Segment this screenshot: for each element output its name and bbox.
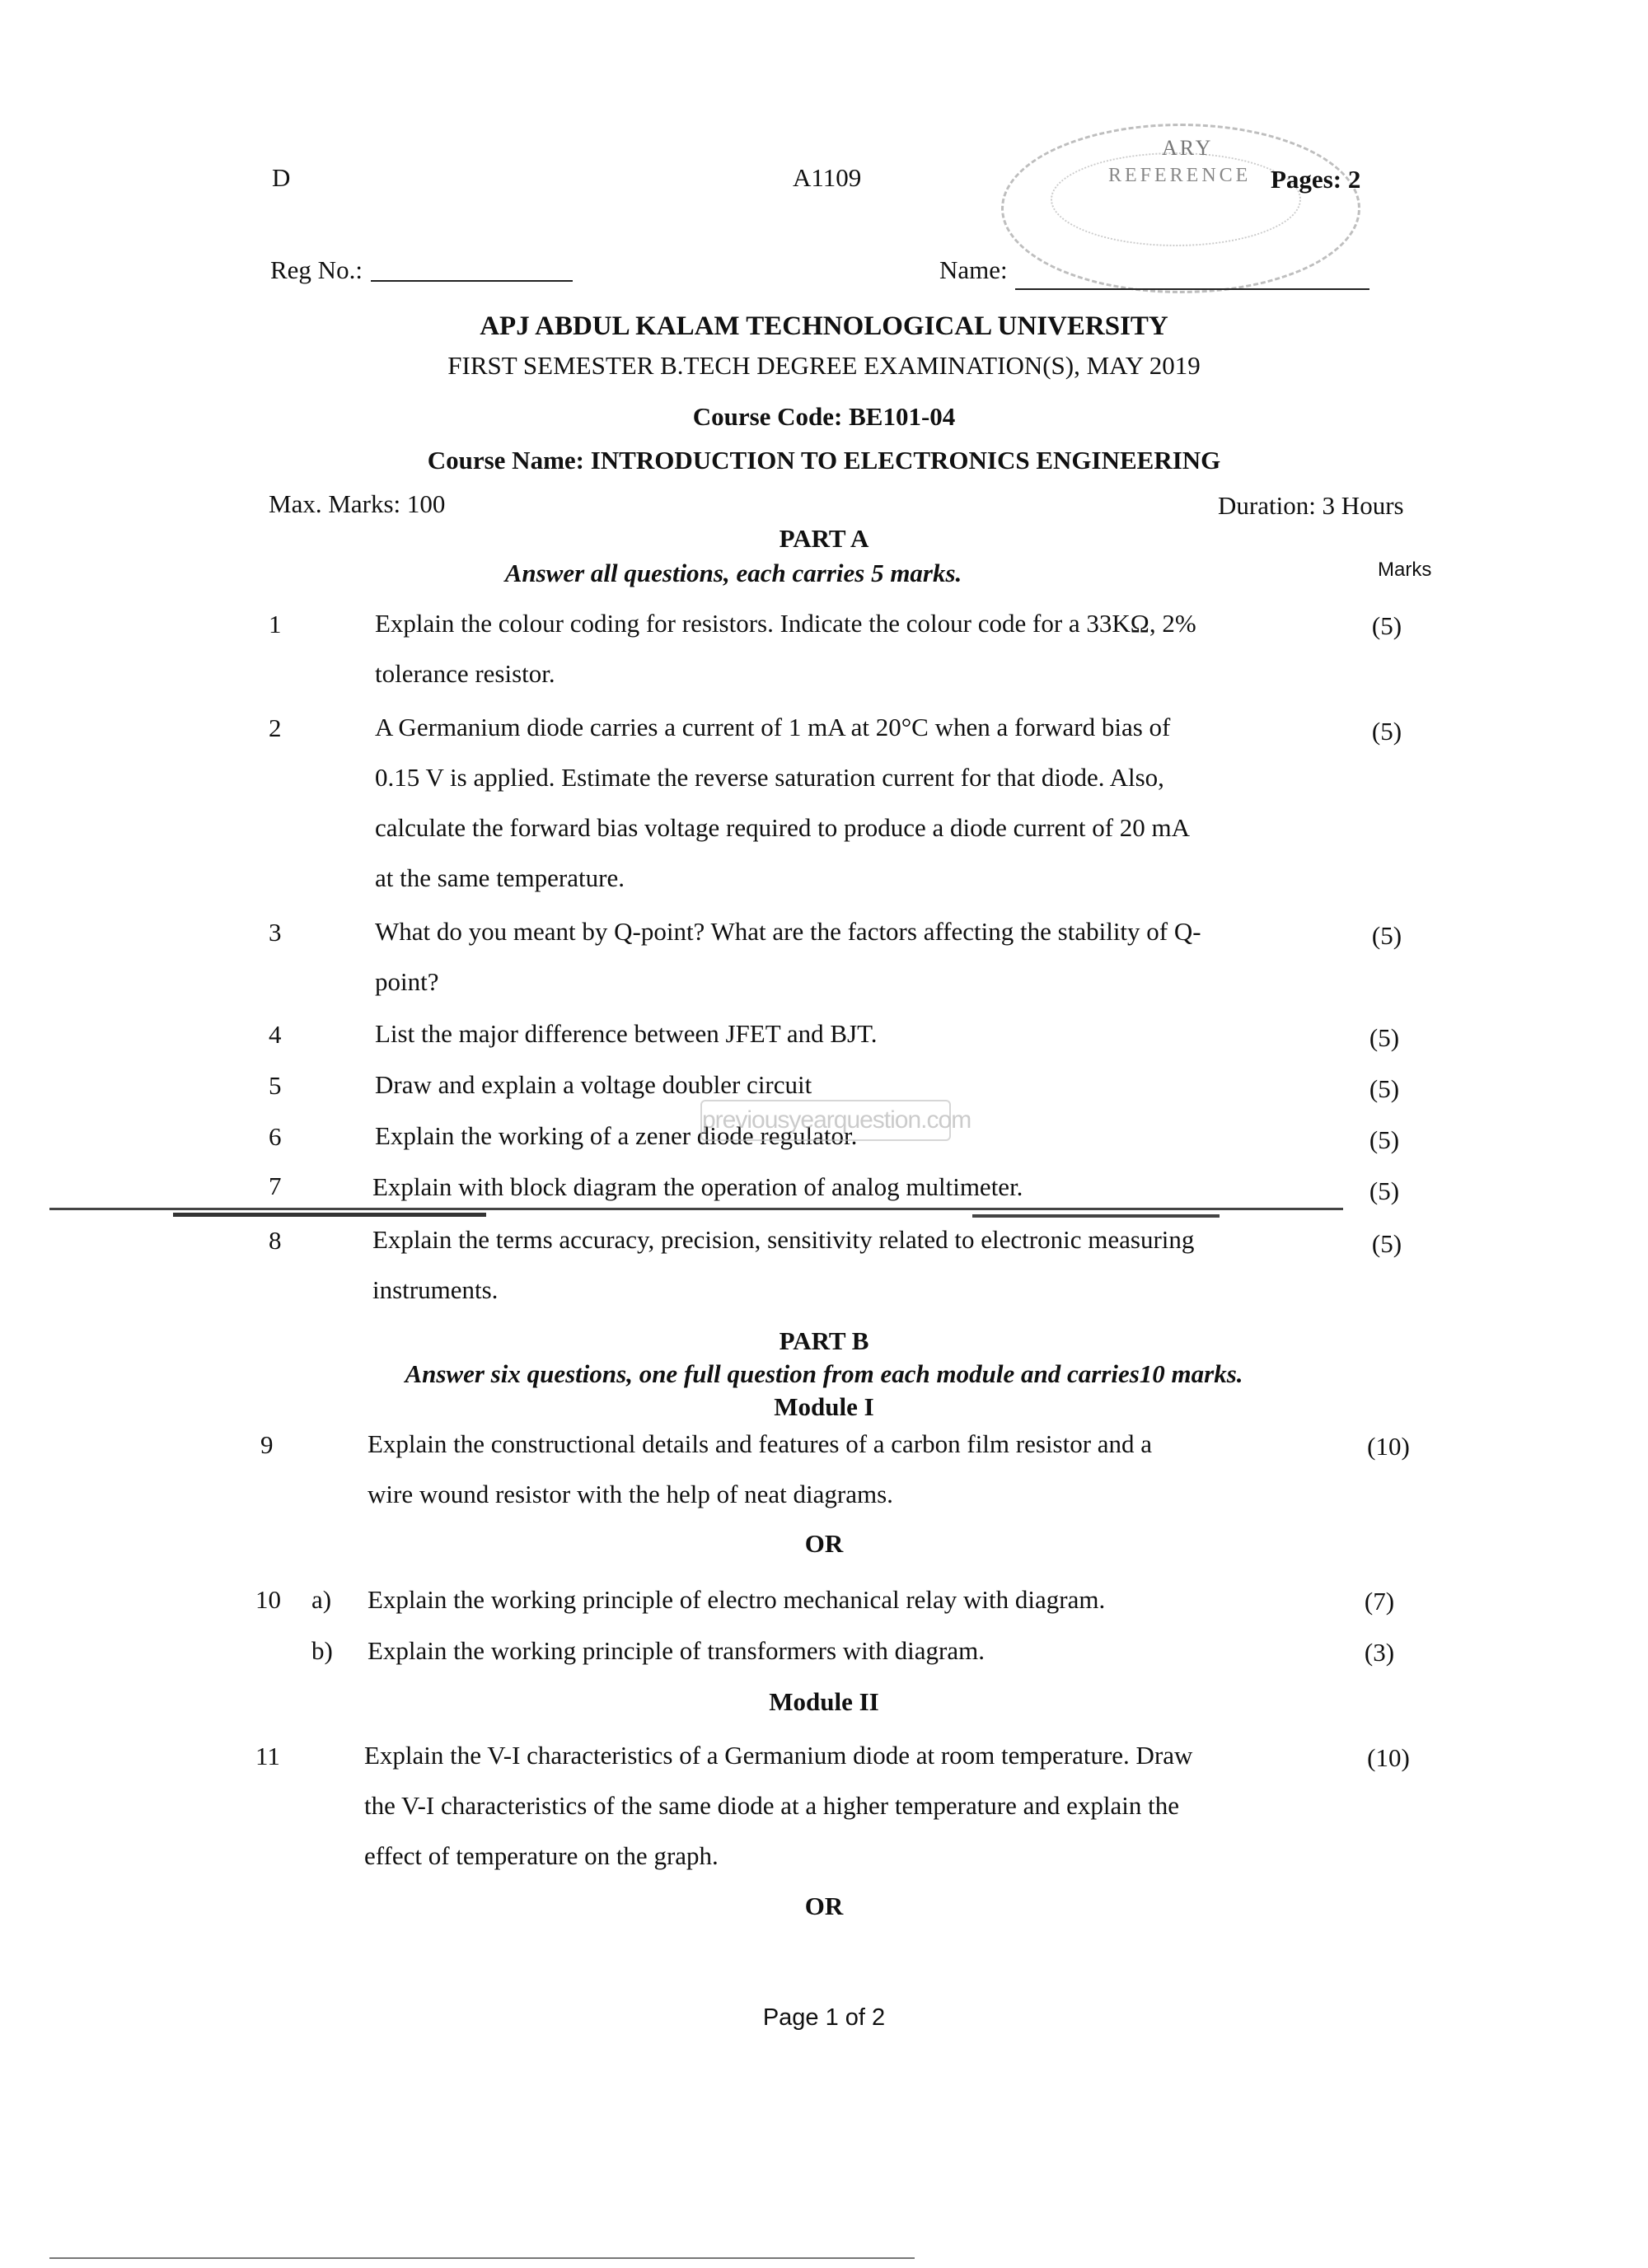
module-2-title: Module II [769,1687,879,1716]
stamp-text-line2: REFERENCE [1108,165,1252,186]
part-a-instruction: Answer all questions, each carries 5 marks. [504,559,962,587]
question-marks: (10) [1367,1743,1410,1772]
reg-no-line [371,280,573,282]
question-marks: (5) [1369,1176,1400,1205]
question-line: the V-I characteristics of the same diode at a higher temperature and explain the [364,1791,1180,1820]
question-marks: (10) [1367,1432,1410,1461]
subquestion-text: Explain the working principle of transformers with diagram. [368,1636,985,1665]
question-line: Explain the terms accuracy, precision, sensitivity related to electronic measuring [372,1225,1195,1254]
question-line: wire wound resistor with the help of neat diagrams. [368,1480,893,1508]
exam-title: FIRST SEMESTER B.TECH DEGREE EXAMINATION(S), MAY 2019 [447,351,1201,380]
question-line: instruments. [372,1275,499,1304]
question-marks: (5) [1371,1229,1402,1258]
question-marks: (5) [1371,921,1402,950]
marks-header: Marks [1378,559,1432,581]
or-divider: OR [804,1529,844,1558]
question-line: point? [375,967,439,996]
question-line: Explain the colour coding for resistors. Indicate the colour code for a 33KΩ, 2% [375,609,1196,638]
question-text [375,906,1347,1007]
course-code: Course Code: BE101-04 [692,402,956,431]
question-marks: (5) [1371,611,1402,640]
question-number: 10 [255,1585,281,1614]
question-line: Explain the working of a zener diode regulator. [375,1121,858,1150]
question-number: 4 [269,1020,282,1049]
subquestion-label: a) [311,1585,332,1614]
question-text [372,1214,1345,1315]
question-text [368,1419,1348,1519]
question-line: 0.15 V is applied. Estimate the reverse saturation current for that diode. Also, [375,763,1164,792]
question-line: Draw and explain a voltage doubler circuit [375,1070,812,1099]
question-text [372,1162,1345,1212]
question-number: 9 [260,1430,274,1459]
duration: Duration: 3 Hours [1218,491,1404,520]
question-line: A Germanium diode carries a current of 1 mA at 20°C when a forward bias of [375,713,1171,741]
question-number: 11 [255,1742,280,1770]
scan-artifact-line [49,1208,1343,1210]
question-number: 7 [269,1171,282,1200]
question-marks: (3) [1364,1638,1395,1667]
module-1-title: Module I [774,1392,874,1421]
course-name: Course Name: INTRODUCTION TO ELECTRONICS ENGINEERING [427,446,1221,475]
max-marks: Max. Marks: 100 [269,489,446,518]
stamp-text-line1: ARY [1162,136,1214,160]
paper-code: A1109 [793,163,862,192]
subquestion-text: Explain the working principle of electro mechanical relay with diagram. [368,1585,1106,1614]
question-marks: (7) [1364,1587,1395,1616]
question-text [364,1730,1349,1881]
name-label: Name: [939,255,1008,284]
question-line: calculate the forward bias voltage required to produce a diode current of 20 mA [375,813,1191,842]
question-marks: (5) [1371,717,1402,746]
question-marks: (5) [1369,1074,1400,1103]
scan-artifact-line [49,2257,915,2259]
question-marks: (5) [1369,1125,1400,1154]
series-code: D [272,163,291,192]
question-line: List the major difference between JFET and BJT. [375,1019,878,1048]
question-number: 3 [269,918,282,947]
question-line: Explain the V-I characteristics of a Germanium diode at room temperature. Draw [364,1741,1193,1770]
reg-no-label: Reg No.: [270,255,363,284]
part-a-title: PART A [779,524,869,553]
question-text [375,702,1347,903]
question-number: 1 [269,610,282,638]
page-number: Page 1 of 2 [762,2004,886,2031]
question-text [375,598,1347,699]
part-b-instruction: Answer six questions, one full question from each module and carries10 marks. [405,1359,1243,1388]
question-number: 8 [269,1226,282,1255]
question-marks: (5) [1369,1023,1400,1052]
question-number: 2 [269,713,282,742]
question-number: 5 [269,1071,282,1100]
part-b-title: PART B [779,1326,869,1355]
question-line: effect of temperature on the graph. [364,1841,719,1870]
question-number: 6 [269,1122,282,1151]
subquestion-label: b) [311,1636,333,1665]
question-line: What do you meant by Q-point? What are the factors affecting the stability of Q- [375,917,1201,946]
question-text [375,1008,1347,1059]
question-line: Explain the constructional details and features of a carbon film resistor and a [368,1429,1153,1458]
name-line [1015,288,1369,290]
or-divider: OR [804,1892,844,1920]
question-line: at the same temperature. [375,863,625,892]
watermark-logo: previousyearquestion.com [700,1100,951,1141]
university-name: APJ ABDUL KALAM TECHNOLOGICAL UNIVERSITY [480,311,1168,341]
page-count: Pages: 2 [1271,165,1361,194]
question-line: tolerance resistor. [375,659,555,688]
question-line: Explain with block diagram the operation of analog multimeter. [372,1172,1023,1201]
